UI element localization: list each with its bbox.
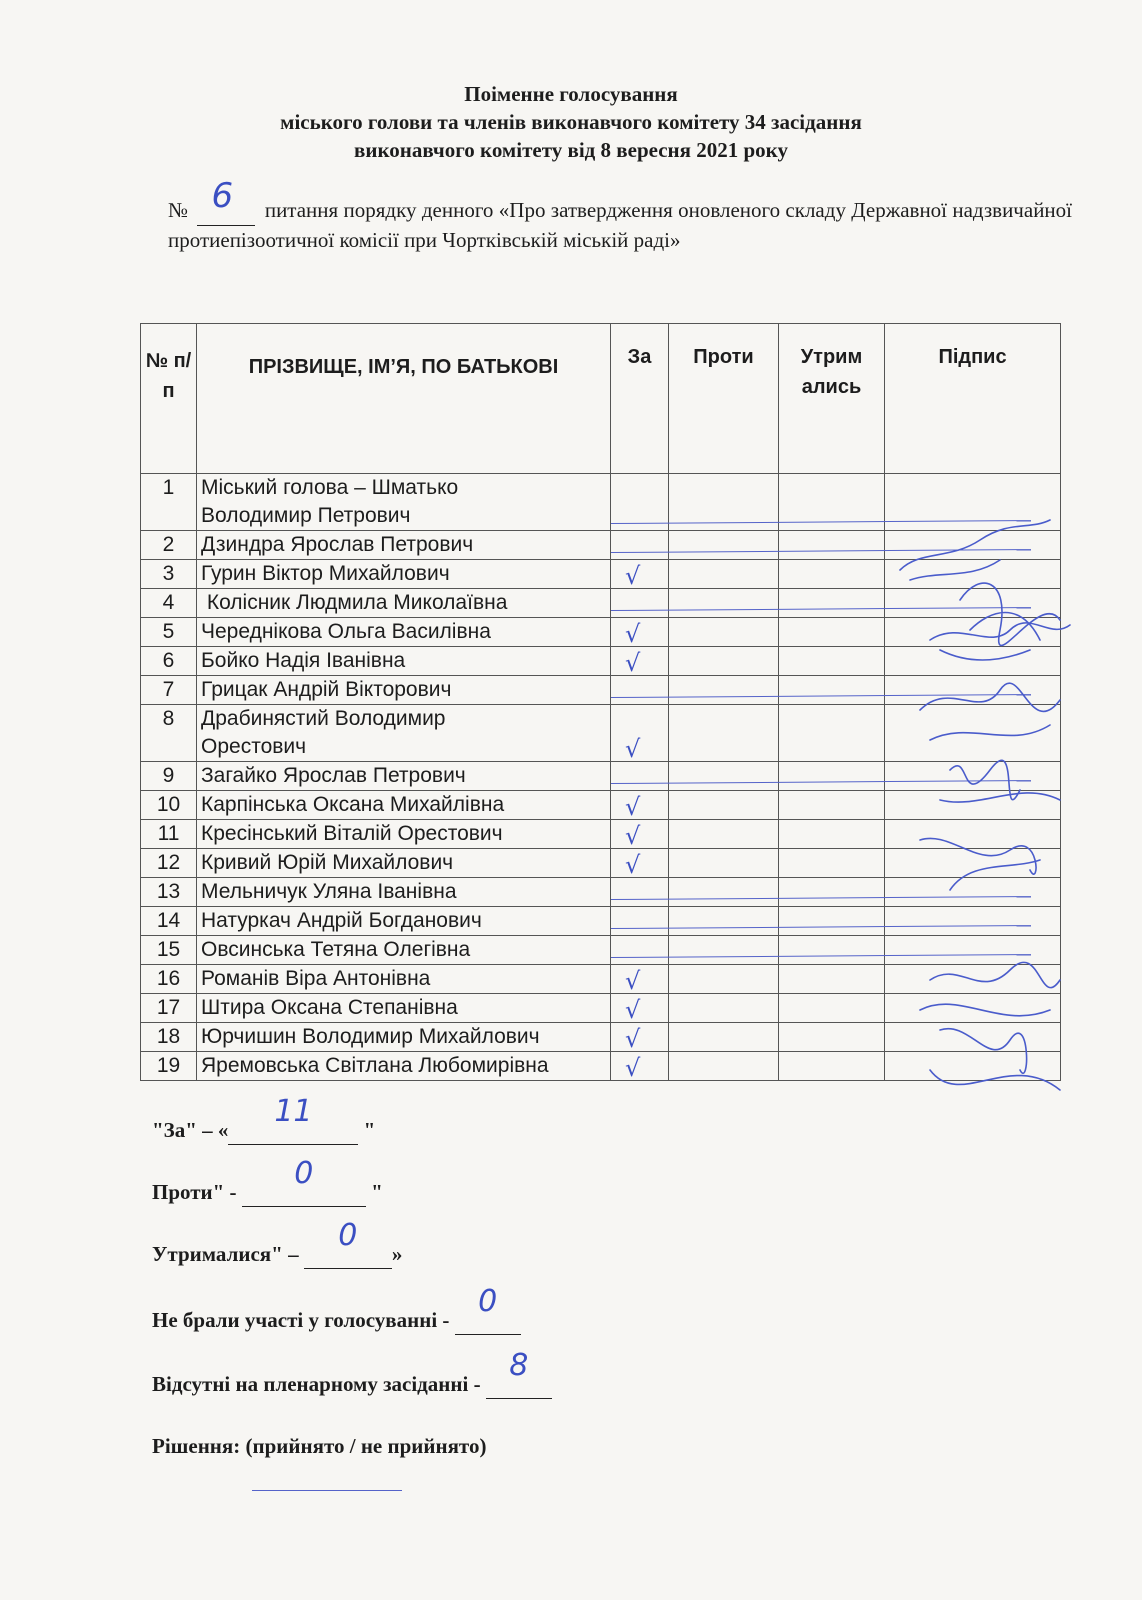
cell-against (669, 531, 779, 560)
decision-underline (252, 1490, 402, 1491)
table-row (141, 560, 1061, 589)
cell-signature (885, 878, 1061, 907)
row-number: 3 (141, 560, 197, 589)
row-name (197, 791, 611, 820)
check-mark-icon: √ (625, 1025, 641, 1053)
row-number: 2 (141, 531, 197, 560)
row-name-line-1: Колісник Людмила Миколаївна (201, 591, 508, 614)
check-mark-icon: √ (625, 562, 641, 590)
row-name-line-1: Юрчишин Володимир Михайлович (201, 1025, 540, 1048)
check-mark-icon: √ (625, 649, 641, 677)
cell-signature (885, 965, 1061, 994)
cell-abstain (779, 907, 885, 936)
row-number: 6 (141, 647, 197, 676)
table-row (141, 705, 1061, 762)
row-name-line-1: Череднікова Ольга Василівна (201, 620, 491, 643)
cell-against (669, 936, 779, 965)
table-row (141, 965, 1061, 994)
cell-signature (885, 762, 1061, 791)
table-row (141, 647, 1061, 676)
cell-abstain (779, 560, 885, 589)
table-row (141, 676, 1061, 705)
cell-signature (885, 849, 1061, 878)
cell-against (669, 762, 779, 791)
tally-absent-value: 8 (509, 1348, 529, 1383)
row-number: 19 (141, 1052, 197, 1081)
cell-signature (885, 705, 1061, 762)
check-mark-icon: √ (625, 996, 641, 1024)
row-name (197, 618, 611, 647)
row-name-line-1: Кресінський Віталій Орестович (201, 822, 503, 845)
cell-abstain (779, 531, 885, 560)
row-name-line-1: Бойко Надія Іванівна (201, 649, 406, 672)
cell-for (611, 474, 669, 531)
cell-against (669, 676, 779, 705)
cell-signature (885, 618, 1061, 647)
row-name (197, 647, 611, 676)
check-mark-icon: √ (625, 1054, 641, 1082)
tally-absent-blank (486, 1348, 552, 1399)
cell-against (669, 791, 779, 820)
document-title (0, 80, 1142, 164)
cell-signature (885, 531, 1061, 560)
row-name-line-1: Міський голова – Шматько (201, 476, 459, 499)
tally-not-participating-blank (455, 1284, 521, 1335)
cell-for (611, 907, 669, 936)
row-name-line-1: Натуркач Андрій Богданович (201, 909, 482, 932)
cell-for (611, 618, 669, 647)
tally-for-close: " (358, 1118, 376, 1142)
cell-against (669, 705, 779, 762)
row-number: 18 (141, 1023, 197, 1052)
cell-for (611, 849, 669, 878)
row-name-line-1: Загайко Ярослав Петрович (201, 764, 466, 787)
cell-for (611, 531, 669, 560)
tally-against-close: " (365, 1180, 383, 1204)
title-line-2: міського голови та членів виконавчого комітету 34 засідання (280, 110, 862, 134)
header-abstain: Утрим ались (779, 324, 885, 474)
row-number: 12 (141, 849, 197, 878)
row-name-line-1: Гурин Віктор Михайлович (201, 562, 450, 585)
tally-not-participating-label: Не брали участі у голосуванні - (152, 1308, 455, 1332)
row-name (197, 878, 611, 907)
cell-for (611, 791, 669, 820)
cell-against (669, 1052, 779, 1081)
cell-for (611, 994, 669, 1023)
tally-abstain-value: 0 (338, 1218, 358, 1253)
tally-for-label: "За" – « (152, 1118, 229, 1142)
row-name (197, 1023, 611, 1052)
row-name-line-1: Грицак Андрій Вікторович (201, 678, 452, 701)
table-row (141, 589, 1061, 618)
tally-against-blank (242, 1156, 366, 1207)
voting-table (140, 323, 1061, 1081)
cell-against (669, 589, 779, 618)
tally-absent (152, 1348, 552, 1399)
cell-against (669, 965, 779, 994)
cell-for (611, 965, 669, 994)
tally-against-value: 0 (294, 1156, 314, 1191)
cell-for (611, 936, 669, 965)
cell-signature (885, 474, 1061, 531)
cell-against (669, 560, 779, 589)
cell-abstain (779, 791, 885, 820)
row-name (197, 676, 611, 705)
row-name (197, 820, 611, 849)
row-name (197, 560, 611, 589)
row-number: 17 (141, 994, 197, 1023)
cell-abstain (779, 618, 885, 647)
tally-abstain-label: Утрималися" – (152, 1242, 304, 1266)
cell-for (611, 560, 669, 589)
cell-for (611, 705, 669, 762)
row-name (197, 474, 611, 531)
tally-not-participating-value: 0 (478, 1284, 498, 1319)
cell-signature (885, 907, 1061, 936)
cell-abstain (779, 589, 885, 618)
row-name (197, 936, 611, 965)
check-mark-icon: √ (625, 620, 641, 648)
tally-decision (152, 1432, 486, 1460)
row-name-line-1: Карпінська Оксана Михайлівна (201, 793, 505, 816)
cell-for (611, 1023, 669, 1052)
check-mark-icon: √ (625, 967, 641, 995)
row-number: 5 (141, 618, 197, 647)
cell-signature (885, 936, 1061, 965)
row-name (197, 965, 611, 994)
header-name: ПРІЗВИЩЕ, ІМ’Я, ПО БАТЬКОВІ (197, 324, 611, 474)
cell-for (611, 589, 669, 618)
tally-against (152, 1156, 383, 1207)
question-text-3: раді» (633, 228, 681, 252)
row-number: 4 (141, 589, 197, 618)
cell-signature (885, 589, 1061, 618)
cell-signature (885, 676, 1061, 705)
cell-for (611, 647, 669, 676)
cell-signature (885, 820, 1061, 849)
row-name-line-1: Мельничук Уляна Іванівна (201, 880, 457, 903)
cell-against (669, 820, 779, 849)
row-name-line-1: Драбинястий Володимир (201, 707, 446, 730)
row-name-line-1: Дзиндра Ярослав Петрович (201, 533, 474, 556)
cell-signature (885, 1052, 1061, 1081)
tally-decision-label: Рішення: (прийнято / не прийнято) (152, 1434, 487, 1458)
row-name (197, 531, 611, 560)
tally-absent-label: Відсутні на пленарному засіданні - (152, 1372, 486, 1396)
title-line-3: виконавчого комітету від 8 вересня 2021 року (354, 138, 788, 162)
cell-abstain (779, 647, 885, 676)
cell-abstain (779, 936, 885, 965)
row-number: 7 (141, 676, 197, 705)
question-number: 6 (211, 176, 234, 216)
cell-signature (885, 791, 1061, 820)
row-name (197, 994, 611, 1023)
cell-against (669, 907, 779, 936)
table-row (141, 531, 1061, 560)
question-text-2: Державної надзвичайної протиепізоотичної комісії при Чортківській міській (168, 198, 1073, 252)
row-name (197, 1052, 611, 1081)
row-name-line-1: Яремовська Світлана Любомирівна (201, 1054, 549, 1077)
row-number: 1 (141, 474, 197, 531)
row-name (197, 907, 611, 936)
title-line-1: Поіменне голосування (464, 82, 678, 106)
table-row (141, 618, 1061, 647)
check-mark-icon: √ (625, 735, 641, 763)
cell-for (611, 878, 669, 907)
table-row (141, 878, 1061, 907)
row-name (197, 589, 611, 618)
cell-against (669, 1023, 779, 1052)
cell-signature (885, 560, 1061, 589)
row-number: 8 (141, 705, 197, 762)
check-mark-icon: √ (625, 851, 641, 879)
row-number: 9 (141, 762, 197, 791)
header-for: За (611, 324, 669, 474)
table-row (141, 907, 1061, 936)
table-row (141, 994, 1061, 1023)
cell-signature (885, 1023, 1061, 1052)
row-name-line-2: Орестович (201, 735, 307, 758)
cell-against (669, 474, 779, 531)
row-number: 14 (141, 907, 197, 936)
check-mark-icon: √ (625, 822, 641, 850)
row-name (197, 849, 611, 878)
cell-for (611, 1052, 669, 1081)
check-mark-icon: √ (625, 793, 641, 821)
cell-abstain (779, 965, 885, 994)
row-name (197, 762, 611, 791)
cell-against (669, 647, 779, 676)
table-row (141, 936, 1061, 965)
question-number-blank (197, 176, 255, 226)
tally-for (152, 1094, 376, 1145)
header-signature: Підпис (885, 324, 1061, 474)
cell-abstain (779, 1052, 885, 1081)
cell-abstain (779, 994, 885, 1023)
cell-against (669, 878, 779, 907)
table-row (141, 762, 1061, 791)
row-number: 10 (141, 791, 197, 820)
cell-abstain (779, 820, 885, 849)
cell-abstain (779, 762, 885, 791)
cell-abstain (779, 878, 885, 907)
row-number: 13 (141, 878, 197, 907)
row-number: 11 (141, 820, 197, 849)
cell-signature (885, 994, 1061, 1023)
cell-for (611, 820, 669, 849)
row-name (197, 705, 611, 762)
question-prefix: № (168, 198, 189, 222)
cell-signature (885, 647, 1061, 676)
table-row (141, 820, 1061, 849)
header-against: Проти (669, 324, 779, 474)
tally-abstain-blank (304, 1218, 392, 1269)
tally-for-blank (228, 1094, 358, 1145)
table-row (141, 474, 1061, 531)
row-name-line-2: Володимир Петрович (201, 504, 411, 527)
table-row (141, 849, 1061, 878)
table-row (141, 1052, 1061, 1081)
cell-against (669, 618, 779, 647)
cell-abstain (779, 676, 885, 705)
header-number: № п/п (141, 324, 197, 474)
cell-abstain (779, 474, 885, 531)
tally-for-value: 11 (274, 1094, 313, 1129)
cell-against (669, 994, 779, 1023)
cell-for (611, 676, 669, 705)
row-number: 15 (141, 936, 197, 965)
table-row (141, 1023, 1061, 1052)
row-name-line-1: Штира Оксана Степанівна (201, 996, 458, 1019)
agenda-question (168, 176, 1073, 255)
cell-abstain (779, 1023, 885, 1052)
tally-not-participating (152, 1284, 521, 1335)
table-header-row (141, 324, 1061, 474)
cell-against (669, 849, 779, 878)
cell-abstain (779, 849, 885, 878)
cell-for (611, 762, 669, 791)
row-name-line-1: Овсинська Тетяна Олегівна (201, 938, 471, 961)
row-name-line-1: Романів Віра Антонівна (201, 967, 431, 990)
row-name-line-1: Кривий Юрій Михайлович (201, 851, 454, 874)
tally-abstain-close: » (391, 1242, 403, 1266)
cell-abstain (779, 705, 885, 762)
row-number: 16 (141, 965, 197, 994)
tally-against-label: Проти" - (152, 1180, 242, 1204)
question-text-1: питання порядку денного «Про затвердження оновленого складу (264, 198, 846, 222)
table-row (141, 791, 1061, 820)
tally-abstain (152, 1218, 403, 1269)
